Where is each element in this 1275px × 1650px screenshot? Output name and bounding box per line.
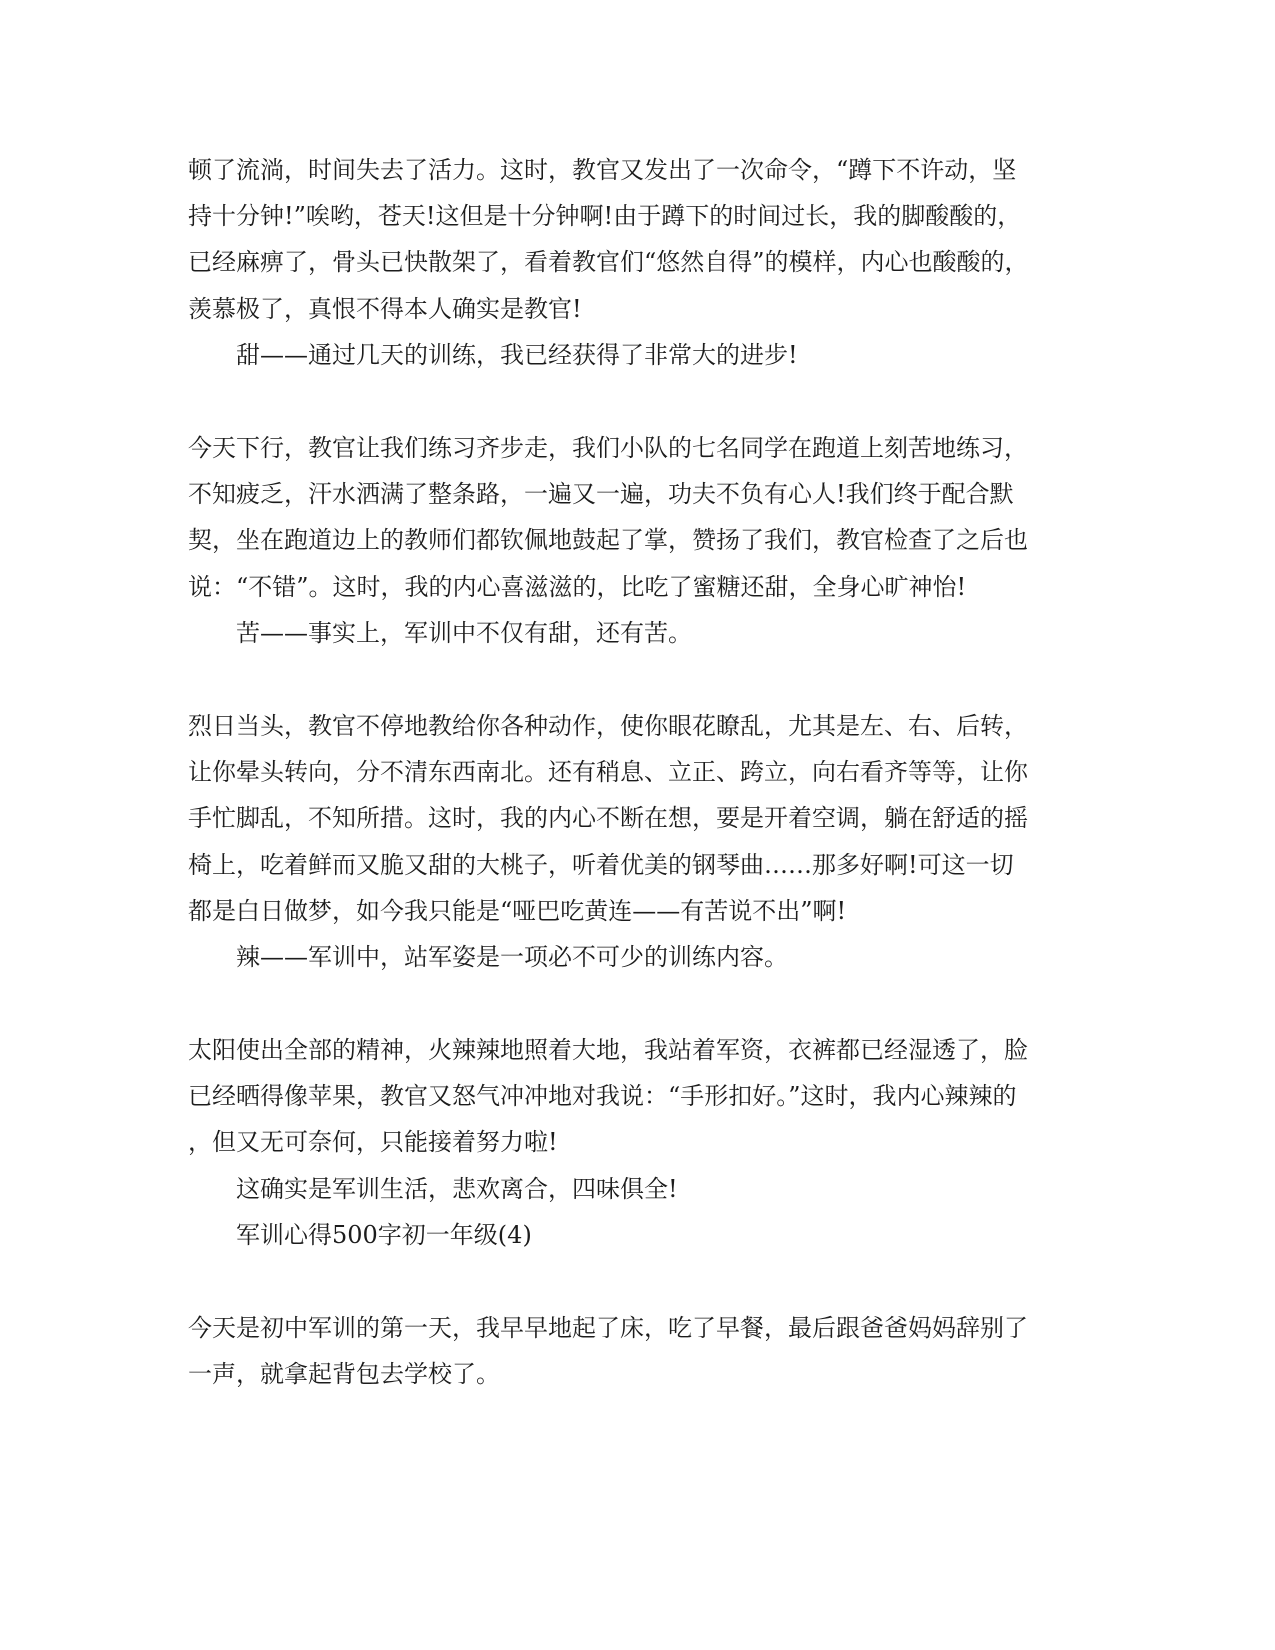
paragraph-line: 烈日当头，教官不停地教给你各种动作，使你眼花瞭乱，尤其是左、右、后转， <box>188 712 1028 740</box>
paragraph-line: 今天是初中军训的第一天，我早早地起了床，吃了早餐，最后跟爸爸妈妈辞别了 <box>188 1314 1028 1342</box>
section-heading-spicy: 辣——军训中，站军姿是一项必不可少的训练内容。 <box>236 943 788 971</box>
paragraph-line: 一声，就拿起背包去学校了。 <box>188 1360 500 1388</box>
paragraph-line: 持十分钟!”唉哟，苍天!这但是十分钟啊!由于蹲下的时间过长，我的脚酸酸的， <box>188 202 1022 230</box>
paragraph-line: 羡慕极了，真恨不得本人确实是教官! <box>188 295 582 323</box>
paragraph-line: 都是白日做梦，如今我只能是“哑巴吃黄连——有苦说不出”啊! <box>188 897 847 925</box>
paragraph-line: 今天下行，教官让我们练习齐步走，我们小队的七名同学在跑道上刻苦地练习， <box>188 434 1028 462</box>
paragraph-line: 椅上，吃着鲜而又脆又甜的大桃子，听着优美的钢琴曲……那多好啊!可这一切 <box>188 851 1014 879</box>
section-heading-bitter: 苦——事实上，军训中不仅有甜，还有苦。 <box>236 619 692 647</box>
paragraph-line: 已经晒得像苹果，教官又怒气冲冲地对我说：“手形扣好。”这时，我内心辣辣的 <box>188 1082 1017 1110</box>
section-heading-sweet: 甜——通过几天的训练，我已经获得了非常大的进步! <box>236 341 798 369</box>
paragraph-line: 让你晕头转向，分不清东西南北。还有稍息、立正、跨立，向右看齐等等，让你 <box>188 758 1028 786</box>
paragraph-line: 不知疲乏，汗水洒满了整条路，一遍又一遍，功夫不负有心人!我们终于配合默 <box>188 480 1014 508</box>
paragraph-line: 太阳使出全部的精神，火辣辣地照着大地，我站着军资，衣裤都已经湿透了，脸 <box>188 1036 1028 1064</box>
paragraph-line: 顿了流淌，时间失去了活力。这时，教官又发出了一次命令，“蹲下不许动，坚 <box>188 156 1017 184</box>
paragraph-line: 已经麻痹了，骨头已快散架了，看着教官们“悠然自得”的模样，内心也酸酸的， <box>188 248 1029 276</box>
paragraph-line: ，但又无可奈何，只能接着努力啦! <box>188 1128 558 1156</box>
paragraph-line: 契，坐在跑道边上的教师们都钦佩地鼓起了掌，赞扬了我们，教官检查了之后也 <box>188 526 1028 554</box>
summary-line: 这确实是军训生活，悲欢离合，四味俱全! <box>236 1175 678 1203</box>
paragraph-line: 手忙脚乱，不知所措。这时，我的内心不断在想，要是开着空调，躺在舒适的摇 <box>188 804 1028 832</box>
article-title: 军训心得500字初一年级(4) <box>236 1221 532 1249</box>
paragraph-line: 说：“不错”。这时，我的内心喜滋滋的，比吃了蜜糖还甜，全身心旷神怡! <box>188 573 967 601</box>
